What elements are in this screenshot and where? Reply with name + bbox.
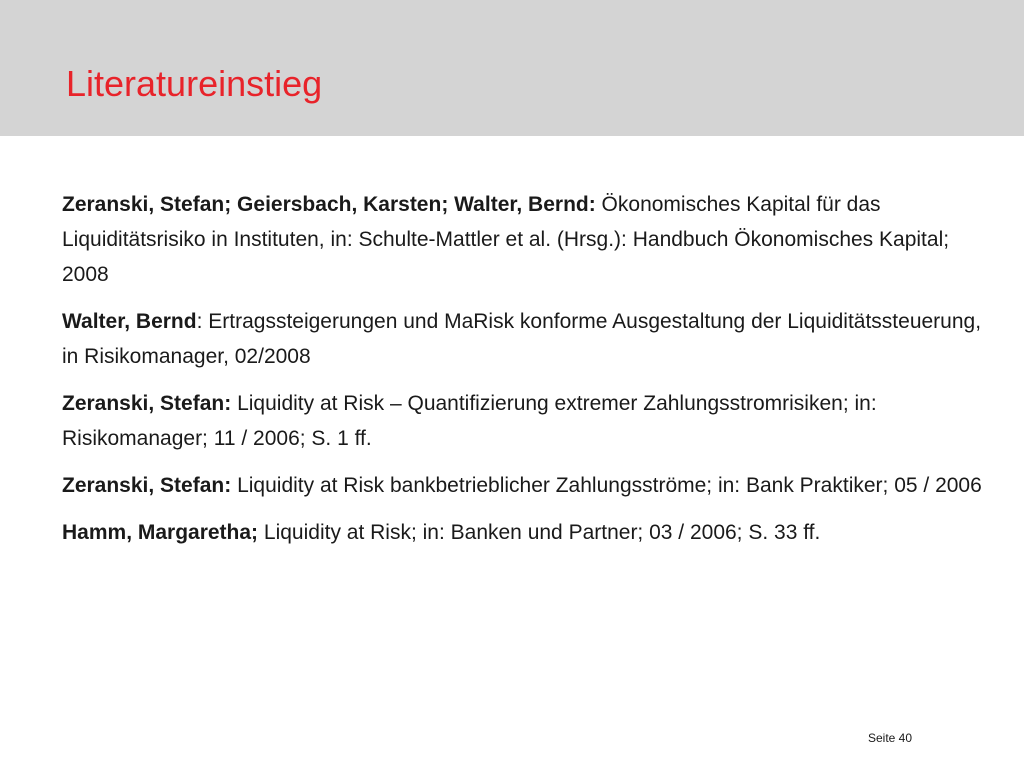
reference-text: : Ertragssteigerungen und MaRisk konforme Ausgestaltung der Liquiditätssteuerung, in Risikomanager, 02/2008 — [62, 310, 982, 368]
reference-item — [62, 187, 992, 292]
reference-item — [62, 304, 992, 374]
reference-item — [62, 468, 992, 503]
reference-text: Liquidity at Risk; in: Banken und Partner; 03 / 2006; S. 33 ff. — [258, 521, 821, 544]
reference-list — [62, 187, 992, 562]
slide-title: Literatureinstieg — [66, 63, 323, 104]
reference-text: Ökonomisches Kapital für das Liquiditätsrisiko in Instituten, in: Schulte-Mattler et al. (Hrsg.): Handbuch Ökonomisches Kapital; 2008 — [62, 193, 950, 286]
header-band — [0, 0, 1024, 136]
page-number: Seite 40 — [868, 731, 913, 745]
reference-text: Liquidity at Risk – Quantifizierung extremer Zahlungsstromrisiken; in: Risikomanager; 11 / 2006; S. 1 ff. — [62, 392, 877, 450]
reference-author: Zeranski, Stefan: — [62, 474, 232, 497]
reference-author: Walter, Bernd — [62, 310, 197, 333]
reference-item — [62, 515, 992, 550]
reference-item — [62, 386, 992, 456]
reference-author: Zeranski, Stefan: — [62, 392, 232, 415]
reference-text: Liquidity at Risk bankbetrieblicher Zahlungsströme; in: Bank Praktiker; 05 / 2006 — [231, 474, 982, 497]
reference-author: Zeranski, Stefan; Geiersbach, Karsten; Walter, Bernd: — [62, 193, 596, 216]
reference-author: Hamm, Margaretha; — [62, 521, 259, 544]
